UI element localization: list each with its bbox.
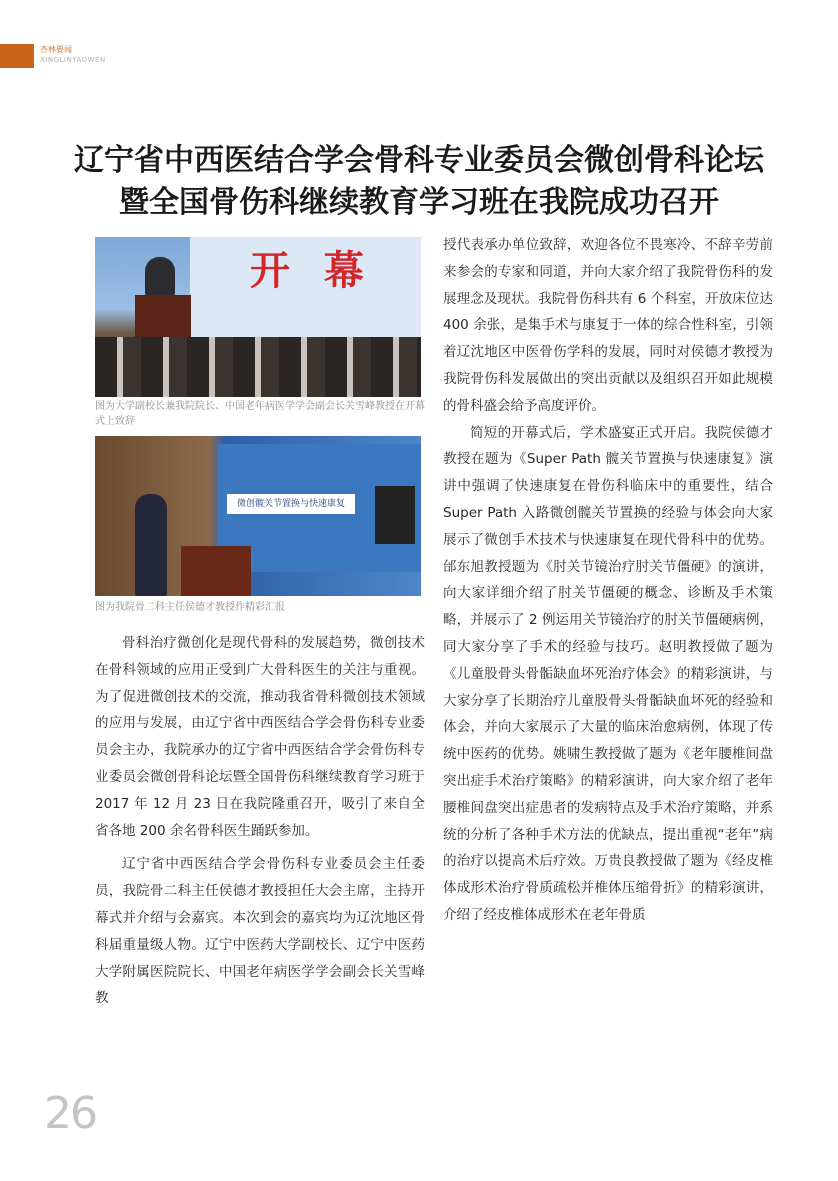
opening-ceremony-photo <box>95 237 421 397</box>
paragraph: 授代表承办单位致辞，欢迎各位不畏寒冷、不辞辛劳前来参会的专家和同道，并向大家介绍了我院骨伤科的发展理念及现状。我院骨伤科共有 6 个科室，开放床位达 400 余张，是集手术与康复于一体的综合性科室，引领着辽沈地区中医骨伤学科的发展，同时对侯德才教授为我院骨伤科发展做出的突出贡献以及组织召开如此规模的骨科盛会给予高度评价。 <box>443 237 773 414</box>
slide-title: 微创髋关节置换与快速康复 <box>227 494 355 514</box>
speaker-figure <box>135 494 167 596</box>
speaker-video-inset <box>375 486 415 544</box>
left-text-column <box>95 630 425 1012</box>
speaker-figure <box>145 257 175 297</box>
stage-screen-text: 开 幕 <box>250 247 374 294</box>
section-label: 杏林要闻 <box>40 45 72 54</box>
page-number: 26 <box>44 1088 96 1139</box>
lecture-photo <box>95 436 421 596</box>
right-text-column <box>443 232 773 929</box>
photo1-caption: 图为大学副校长兼我院院长、中国老年病医学学会副会长关雪峰教授在开幕式上致辞 <box>95 401 425 427</box>
photo2-caption: 图为我院骨二科主任侯德才教授作精彩汇报 <box>95 602 285 613</box>
section-color-block <box>0 44 34 68</box>
audience <box>95 337 421 397</box>
article-title <box>60 140 778 224</box>
paragraph: 骨科治疗微创化是现代骨科的发展趋势，微创技术在骨科领域的应用正受到广大骨科医生的关注与重视。为了促进微创技术的交流，推动我省骨科微创技术领域的应用与发展，由辽宁省中西医结合学会骨伤科专业委员会主办，我院承办的辽宁省中西医结合学会骨伤科专业委员会微创骨科论坛暨全国骨伤科继续教育学习班于 2017 年 12 月 23 日在我院隆重召开，吸引了来自全省各地 200 余名骨科医生踊跃参加。 <box>95 635 425 839</box>
article-title-line-2: 暨全国骨伤科继续教育学习班在我院成功召开 <box>119 185 719 220</box>
podium <box>181 546 251 596</box>
paragraph: 简短的开幕式后，学术盛宴正式开启。我院侯德才教授在题为《Super Path 髋关节置换与快速康复》演讲中强调了快速康复在骨伤科临床中的重要性，结合 Super Path 入路微创髋关节置换的经验与体会向大家展示了微创手术技术与快速康复在现代骨科中的优势。邰东旭教授题为《肘关节镜治疗肘关节僵硬》的演讲，向大家详细介绍了肘关节僵硬的概念、诊断及手术策略，并展示了 2 例运用关节镜治疗的肘关节僵硬病例，同大家分享了手术的经验与技巧。赵明教授做了题为《儿童股骨头骨骺缺血坏死治疗体会》的精彩演讲，与大家分享了长期治疗儿童股骨头骨骺缺血坏死的经验和体会，并向大家展示了大量的临床治愈病例，体现了传统中医药的优势。姚啸生教授做了题为《老年腰椎间盘突出症手术治疗策略》的精彩演讲，向大家介绍了老年腰椎间盘突出症患者的发病特点及手术治疗策略，并系统的分析了各种手术方法的优缺点，提出重视“老年”病的治疗以提高术后疗效。万贵良教授做了题为《经皮椎体成形术治疗骨质疏松并椎体压缩骨折》的精彩演讲，介绍了经皮椎体成形术在老年骨质 <box>443 424 773 923</box>
article-title-line-1: 辽宁省中西医结合学会骨科专业委员会微创骨科论坛 <box>74 143 764 178</box>
paragraph: 辽宁省中西医结合学会骨伤科专业委员会主任委员，我院骨二科主任侯德才教授担任大会主席，主持开幕式并介绍与会嘉宾。本次到会的嘉宾均为辽沈地区骨科届重量级人物。辽宁中医药大学副校长、辽宁中医药大学附属医院院长、中国老年病医学学会副会长关雪峰教 <box>95 856 425 1007</box>
section-label-english: XINGLINYAOWEN <box>40 56 106 64</box>
